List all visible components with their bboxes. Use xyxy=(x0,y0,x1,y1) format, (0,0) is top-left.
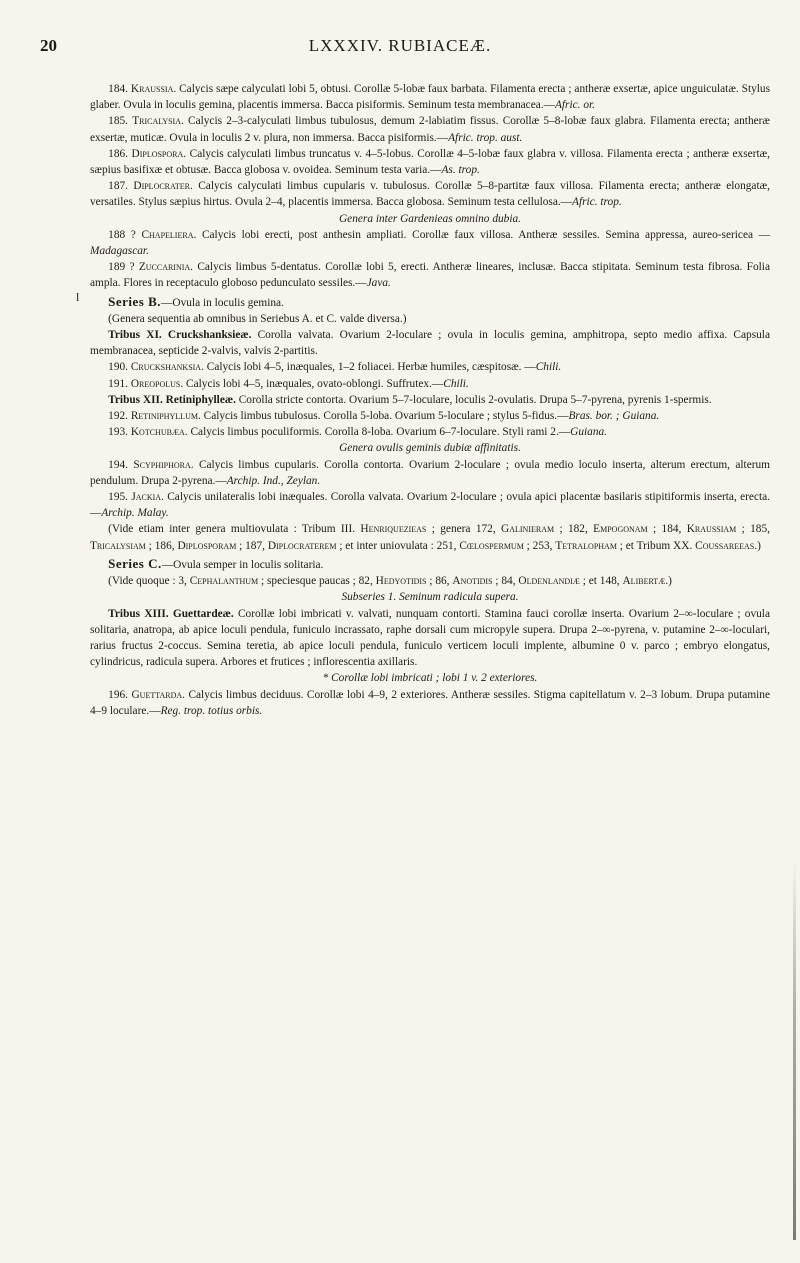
text-run: Tricalysia. xyxy=(132,115,184,128)
text-run: Scyphiphora. xyxy=(133,458,194,471)
text-run: Diplocraterem xyxy=(267,539,337,552)
text-run: Tetralopham xyxy=(555,539,617,552)
text-run: Calycis lobi 4–5, inæquales, 1–2 foliacei. Herbæ humiles, cæspitosæ. — xyxy=(203,361,536,374)
text-run: (Genera sequentia ab omnibus in Seriebus A. et C. valde diversa.) xyxy=(108,312,407,325)
text-run: ; 186, xyxy=(145,539,178,552)
paragraph-p184 xyxy=(90,81,770,113)
text-run: .) xyxy=(665,575,672,588)
text-run: Kraussia. xyxy=(130,83,177,95)
text-run: Chapeliera. xyxy=(141,228,197,241)
text-run: Calycis limbus tubulosus. Corolla 5-loba. Ovarium 5-loculare ; stylus 5-fidus.— xyxy=(200,410,569,423)
text-run: Oreopolus. xyxy=(130,377,184,390)
text-run: Tribus XIII. Guettardeæ. xyxy=(108,607,234,620)
text-run: Diplosporam xyxy=(177,539,237,552)
text-run: Henriquezieas xyxy=(360,523,427,536)
text-run: Alibertæ xyxy=(622,575,666,588)
text-run: Tribus XI. Cruckshanksieæ. xyxy=(108,329,252,342)
text-run: ; et Tribum XX. xyxy=(616,539,696,552)
paragraph-p192 xyxy=(90,408,770,424)
text-run: Seminum radicula supera. xyxy=(399,591,519,604)
text-run: Cœlospermum xyxy=(459,539,524,552)
text-run: ; 185, xyxy=(736,523,770,536)
text-run: ; 253, xyxy=(523,539,556,552)
paragraph-tribus-xiii xyxy=(90,606,770,671)
text-run: Java. xyxy=(366,277,391,290)
text-run: Archip. Malay. xyxy=(101,507,169,520)
text-run: Calycis limbus poculiformis. Corolla 8-loba. Ovarium 6–7-loculare. Styli rami 2.— xyxy=(187,426,571,439)
text-run: Tricalysiam xyxy=(90,539,146,552)
text-run: Calycis unilateralis lobi inæquales. Corolla valvata. Ovarium 2-loculare ; ovula apici placentæ basilaris stipitiformis inserta, erecta.— xyxy=(90,491,771,520)
text-run: Calycis calyculati limbus truncatus v. 4–5-lobus. Corollæ 4–5-lobæ faux glabra v. villosa. Filamenta erecta ; antheræ exsertæ, sæpius basifixæ et obtusæ. Bacca globosa v. ovoidea. Seminum testa varia.— xyxy=(90,147,770,177)
text-run: Calycis calyculati limbus cupularis v. tubulosus. Corollæ 5–8-partitæ faux villosa. Filamenta erecta; antheræ elongatæ, versatiles. Stylus sæpius hirtus. Ovula 2–4, placentis immersa. Bacca globosa. Seminum testa cellulosa.— xyxy=(90,180,771,209)
page-number: 20 xyxy=(40,36,57,55)
text-run: .) xyxy=(754,539,761,552)
text-run: (Vide etiam inter genera multiovulata : Tribum III. xyxy=(108,523,361,536)
text-run: ; 182, xyxy=(554,523,594,536)
text-run: Oldenlandiæ xyxy=(518,575,580,588)
text-run: Calycis limbus 5-dentatus. Corollæ lobi 5, erecti. Antheræ lineares, inclusæ. Bacca stipitata. Seminum testa fibrosa. Folia ampla. Flores in receptaculo globoso pedunculato sessiles.— xyxy=(90,261,770,290)
page-edge-mark xyxy=(793,860,796,1240)
text-run: Calycis lobi 4–5, inæquales, ovato-oblongi. Suffrutex.— xyxy=(183,377,444,390)
text-run: Guettarda. xyxy=(131,688,185,701)
text-run: Calycis sæpe calyculati lobi 5, obtusi. Corollæ 5-lobæ faux barbata. Filamenta erecta ; antheræ exsertæ, apice unguiculatæ. Stylus glaber. Ovula in loculis gemina, placentis immersa. Bacca pisiformis. Seminum testa membranacea.— xyxy=(90,83,771,112)
paragraph-series-b-note xyxy=(90,311,770,327)
text-run: Zuccarinia. xyxy=(138,261,194,274)
text-run: Kotchubæa. xyxy=(130,426,188,439)
text-run: Corolla valvata. Ovarium 2-loculare ; ovula in loculis gemina, amphitropa, septo medio affixa. Capsula membranacea, septicide 2-valvis, valvis 2-partitis. xyxy=(90,329,770,358)
text-run: Series B. xyxy=(108,293,162,309)
text-run: Madagascar. xyxy=(90,245,149,258)
text-run: Subseries 1. xyxy=(341,591,400,604)
text-run: Reg. trop. totius orbis. xyxy=(160,704,263,717)
text-run: As. trop. xyxy=(441,164,480,177)
text-run: Corollæ lobi imbricati v. valvati, nunquam contorti. Stamina fauci corollæ inserta. Ovarium 2–∞-loculare ; ovula solitaria, anatropa, ab apice loculi pendula, funiculo incrassato, raphe dorsali cum micropyle supera. Drupa 2–∞-pyrena, v. putamine 2–∞-loculari, rarius fructus 2-coccus. Semina teretia, ab apice loculi pendula, funiculo verticem loculi implente, albumine 0 v. parco ; embryo elongatus, cylindricus, radicula supera. Arbores et frutices ; inflorescentia axillaris. xyxy=(90,607,770,669)
text-run: Jackia. xyxy=(131,491,164,504)
text-run: ; genera 172, xyxy=(426,523,502,536)
paragraph-p196 xyxy=(90,687,770,719)
paragraph-p191 xyxy=(90,376,770,392)
text-run: Diplospora. xyxy=(131,147,187,160)
text-run: Hedyotidis xyxy=(375,575,427,588)
text-run: —Ovula in loculis gemina. xyxy=(161,296,284,309)
text-run: ; 86, xyxy=(426,575,453,588)
text-run: 185. xyxy=(108,115,133,128)
text-run: Afric. trop. aust. xyxy=(448,131,523,144)
running-head: LXXXIV. RUBIACEÆ. xyxy=(308,36,492,55)
paragraph-vide-quoque xyxy=(90,573,770,589)
paragraph-corollae-lobi xyxy=(90,670,770,686)
text-run: Chili. xyxy=(535,361,562,374)
text-run: Cephalanthum xyxy=(189,575,259,588)
text-run: Tribus XII. Retiniphylleæ. xyxy=(108,393,236,406)
paragraph-subseries-1 xyxy=(90,589,770,605)
text-run: (Vide quoque : 3, xyxy=(108,575,190,588)
text-run: Genera inter Gardenieas omnino dubia. xyxy=(338,212,521,225)
document-body xyxy=(90,81,770,719)
text-run: ; 187, xyxy=(236,539,268,552)
text-run: Coussareeas xyxy=(695,539,755,552)
text-run: ; speciesque paucas ; 82, xyxy=(258,575,376,588)
paragraph-p195 xyxy=(90,489,770,521)
text-run: Calycis 2–3-calyculati limbus tubulosus, demum 2-labiatim fissus. Corollæ 5–8-lobæ faux glabra. Filamenta erecta; antheræ exsertæ, muticæ. Ovula in loculis 2 v. plura, non immersa. Bacca pisiformis.— xyxy=(90,115,770,144)
text-run: 193. xyxy=(108,426,131,439)
text-run: Empogonam xyxy=(593,523,648,536)
text-run: 188 ? xyxy=(108,228,142,241)
text-run: 184. xyxy=(108,83,131,95)
text-run: * xyxy=(322,672,332,685)
text-run: Cruckshanksia. xyxy=(130,361,204,374)
text-run: Guiana. xyxy=(570,426,608,439)
text-run: Corolla stricte contorta. Ovarium 5–7-loculare, loculis 2-ovulatis. Drupa 5–7-pyrena, pyrenis 1-spermis. xyxy=(235,393,712,406)
paragraph-p188 xyxy=(90,227,770,259)
text-run: 187. xyxy=(108,180,134,193)
text-run: 192. xyxy=(108,410,131,423)
text-run: Calycis limbus deciduus. Corollæ lobi 4–9, 2 exteriores. Antheræ sessiles. Stigma capitellatum v. 2–3 lobum. Drupa putamine 4–9 loculare.— xyxy=(90,688,770,717)
text-run: 186. xyxy=(108,147,132,160)
text-run: Calycis lobi erecti, post anthesin ampliati. Corollæ faux villosa. Antheræ sessiles. Semina appressa, aureo-sericea — xyxy=(196,228,770,241)
paragraph-p190 xyxy=(90,359,770,375)
text-run: Anotidis xyxy=(452,575,493,588)
text-run: Chili. xyxy=(443,377,469,390)
page-header xyxy=(40,36,760,60)
paragraph-p186 xyxy=(90,146,770,178)
text-run: 191. xyxy=(108,377,131,390)
paragraph-tribus-xii xyxy=(90,392,770,408)
text-run: Corollæ lobi imbricati ; lobi 1 v. 2 exteriores. xyxy=(331,672,538,685)
text-run: 194. xyxy=(108,458,134,471)
paragraph-series-c xyxy=(90,556,770,573)
text-run: Galinieram xyxy=(501,523,555,536)
text-run: ; 84, xyxy=(492,575,519,588)
text-run: Genera ovulis geminis dubiæ affinitatis. xyxy=(339,442,521,455)
text-run: Series C. xyxy=(108,555,162,571)
text-run: Afric. or. xyxy=(554,99,595,112)
text-run: Retiniphyllum. xyxy=(130,410,201,423)
text-run: Kraussiam xyxy=(686,523,737,536)
text-run: 195. xyxy=(108,491,132,504)
text-run: Afric. trop. xyxy=(572,196,622,209)
paragraph-p185 xyxy=(90,113,770,145)
text-run: ; et inter uniovulata : 251, xyxy=(336,539,460,552)
paragraph-p189 xyxy=(90,259,770,291)
paragraph-p193 xyxy=(90,424,770,440)
paragraph-tribus-xi xyxy=(90,327,770,359)
text-run: 196. xyxy=(108,688,132,701)
paragraph-p194 xyxy=(90,457,770,489)
margin-mark: l xyxy=(76,290,80,304)
text-run: Calycis limbus cupularis. Corolla contorta. Ovarium 2-loculare ; ovula medio loculo inserta, alterum erectum, alterum pendulum. Drupa 2-pyrena.— xyxy=(90,458,770,487)
text-run: Diplocrater. xyxy=(133,180,193,193)
paragraph-genera-inter xyxy=(90,211,770,227)
text-run: ; et 148, xyxy=(579,575,623,588)
text-run: ; 184, xyxy=(647,523,687,536)
paragraph-series-b xyxy=(90,294,770,311)
paragraph-p187 xyxy=(90,178,770,210)
text-run: Bras. bor. ; Guiana. xyxy=(568,410,660,423)
paragraph-vide-etiam xyxy=(90,521,770,553)
text-run: —Ovula semper in loculis solitaria. xyxy=(161,558,324,571)
text-run: 190. xyxy=(108,361,131,374)
text-run: 189 ? xyxy=(108,261,139,274)
text-run: Archip. Ind., Zeylan. xyxy=(226,474,321,487)
paragraph-genera-ovulis xyxy=(90,440,770,456)
